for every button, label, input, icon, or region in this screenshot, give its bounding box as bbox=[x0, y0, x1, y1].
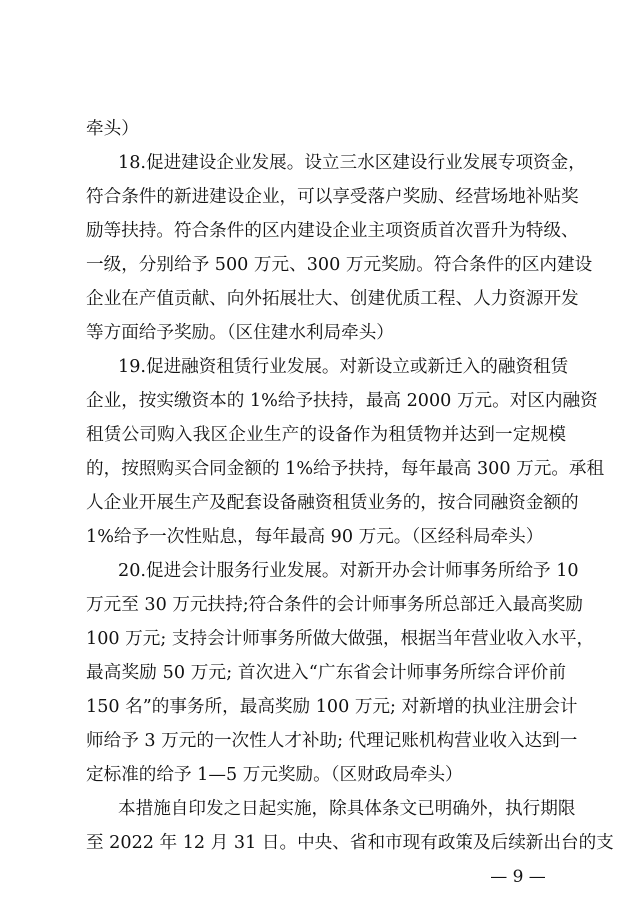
paragraph-line: 租赁公司购入我区企业生产的设备作为租赁物并达到一定规模 bbox=[86, 425, 566, 445]
paragraph-line: 定标准的给予 1—5 万元奖励。（区财政局牵头） bbox=[86, 765, 463, 785]
paragraph-line: 人企业开展生产及配套设备融资租赁业务的，按合同融资金额的 bbox=[86, 493, 579, 513]
paragraph-line: 最高奖励 50 万元; 首次进入“广东省会计师事务所综合评价前 bbox=[86, 663, 566, 683]
paragraph-line: 万元至 30 万元扶持;符合条件的会计师事务所总部迁入最高奖励 bbox=[86, 595, 583, 615]
paragraph-line: 师给予 3 万元的一次性人才补助; 代理记账机构营业收入达到一 bbox=[86, 731, 578, 751]
paragraph-line: 的，按照购买合同金额的 1%给予扶持，每年最高 300 万元。承租 bbox=[86, 459, 605, 479]
paragraph-line: 至 2022 年 12 月 31 日。中央、省和市现有政策及后续新出台的支 bbox=[86, 833, 614, 853]
paragraph-line: 企业在产值贡献、向外拓展壮大、创建优质工程、人力资源开发 bbox=[86, 289, 579, 309]
paragraph-line: 牵头） bbox=[86, 119, 139, 139]
paragraph-line: 本措施自印发之日起实施，除具体条文已明确外，执行期限 bbox=[118, 799, 576, 819]
paragraph-line: 一级，分别给予 500 万元、300 万元奖励。符合条件的区内建设 bbox=[86, 255, 593, 275]
paragraph-line: 1%给予一次性贴息，每年最高 90 万元。（区经科局牵头） bbox=[86, 527, 544, 547]
paragraph-line: 20.促进会计服务行业发展。对新开办会计师事务所给予 10 bbox=[118, 561, 579, 581]
paragraph-line: 18.促进建设企业发展。设立三水区建设行业发展专项资金， bbox=[118, 153, 586, 173]
paragraph-line: 19.促进融资租赁行业发展。对新设立或新迁入的融资租赁 bbox=[118, 357, 569, 377]
paragraph-line: 等方面给予奖励。（区住建水利局牵头） bbox=[86, 323, 394, 343]
page-number: — 9 — bbox=[490, 867, 546, 887]
paragraph-line: 企业，按实缴资本的 1%给予扶持，最高 2000 万元。对区内融资 bbox=[86, 391, 598, 411]
paragraph-line: 符合条件的新进建设企业，可以享受落户奖励、经营场地补贴奖 bbox=[86, 187, 579, 207]
paragraph-line: 100 万元; 支持会计师事务所做大做强，根据当年营业收入水平， bbox=[86, 629, 595, 649]
paragraph-line: 励等扶持。符合条件的区内建设企业主项资质首次晋升为特级、 bbox=[86, 221, 579, 241]
paragraph-line: 150 名”的事务所，最高奖励 100 万元; 对新增的执业注册会计 bbox=[86, 697, 578, 717]
